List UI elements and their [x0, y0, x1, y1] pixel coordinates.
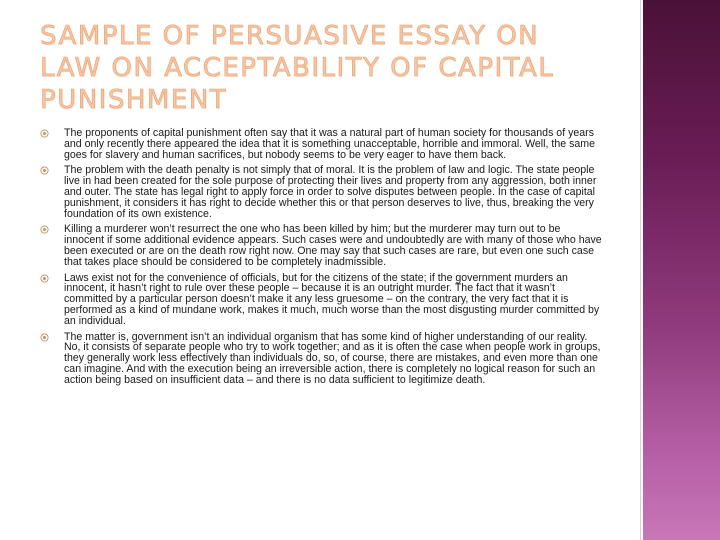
side-decorative-band	[643, 0, 720, 540]
slide-title: SAMPLE OF PERSUASIVE ESSAY ON LAW ON ACCEPTABILITY OF CAPITAL PUNISHMENT	[40, 21, 555, 115]
side-divider	[640, 0, 641, 540]
circle-dot-icon	[40, 129, 49, 138]
bullet-text: The matter is, government isn’t an individual organism that has some kind of higher understanding of our reality. No, it consists of separate people who try to work together; and as it is often the case when people work in groups, they generally work less effectively than individuals do, so, of course, there are mistakes, and even more than one can imagine. And with the execution being an irreversible action, there is completely no logical reason for such an action being based on insufficient data – and there is no data sufficient to legitimize death.	[64, 330, 601, 386]
bullet-list	[40, 128, 602, 391]
bullet-text: Laws exist not for the convenience of officials, but for the citizens of the state; if the government murders an innocent, it hasn’t right to rule over these people – because it is an outright murder. The fact that it wasn’t committed by a particular person doesn’t make it any less gruesome – on the contrary, the very fact that it is performed as a kind of mundane work, makes it much, much worse than the most disgusting murder committed by an individual.	[64, 271, 600, 327]
circle-dot-icon	[40, 274, 49, 283]
circle-dot-icon	[40, 333, 49, 342]
bullet-item	[40, 224, 602, 267]
bullet-item	[40, 273, 602, 327]
bullet-text: The proponents of capital punishment often say that it was a natural part of human society for thousands of years and only recently there appeared the idea that it is something unacceptable, horrible and immoral. Well, the same goes for slavery and human sacrifices, but nobody seems to be very eager to have them back.	[64, 127, 595, 161]
bullet-text: The problem with the death penalty is not simply that of moral. It is the problem of law and logic. The state people live in had been created for the sole purpose of protecting their lives and property from any aggression, both inner and outer. The state has legal right to apply force in order to solve disputes between people. In the case of capital punishment, it considers it has right to decide whether this or that person deserves to live, thus, breaking the very foundation of its own existence.	[64, 164, 597, 220]
circle-dot-icon	[40, 225, 49, 234]
bullet-item	[40, 128, 602, 160]
bullet-item	[40, 165, 602, 219]
bullet-item	[40, 332, 602, 386]
bullet-text: Killing a murderer won’t resurrect the one who has been killed by him; but the murderer may turn out to be innocent if some additional evidence appears. Such cases were and undoubtedly are with many of those who have been executed or are on the death row right now. One may say that such cases are rare, but even one such case that takes place should be considered to be completely inadmissible.	[64, 223, 602, 268]
circle-dot-icon	[40, 166, 49, 175]
